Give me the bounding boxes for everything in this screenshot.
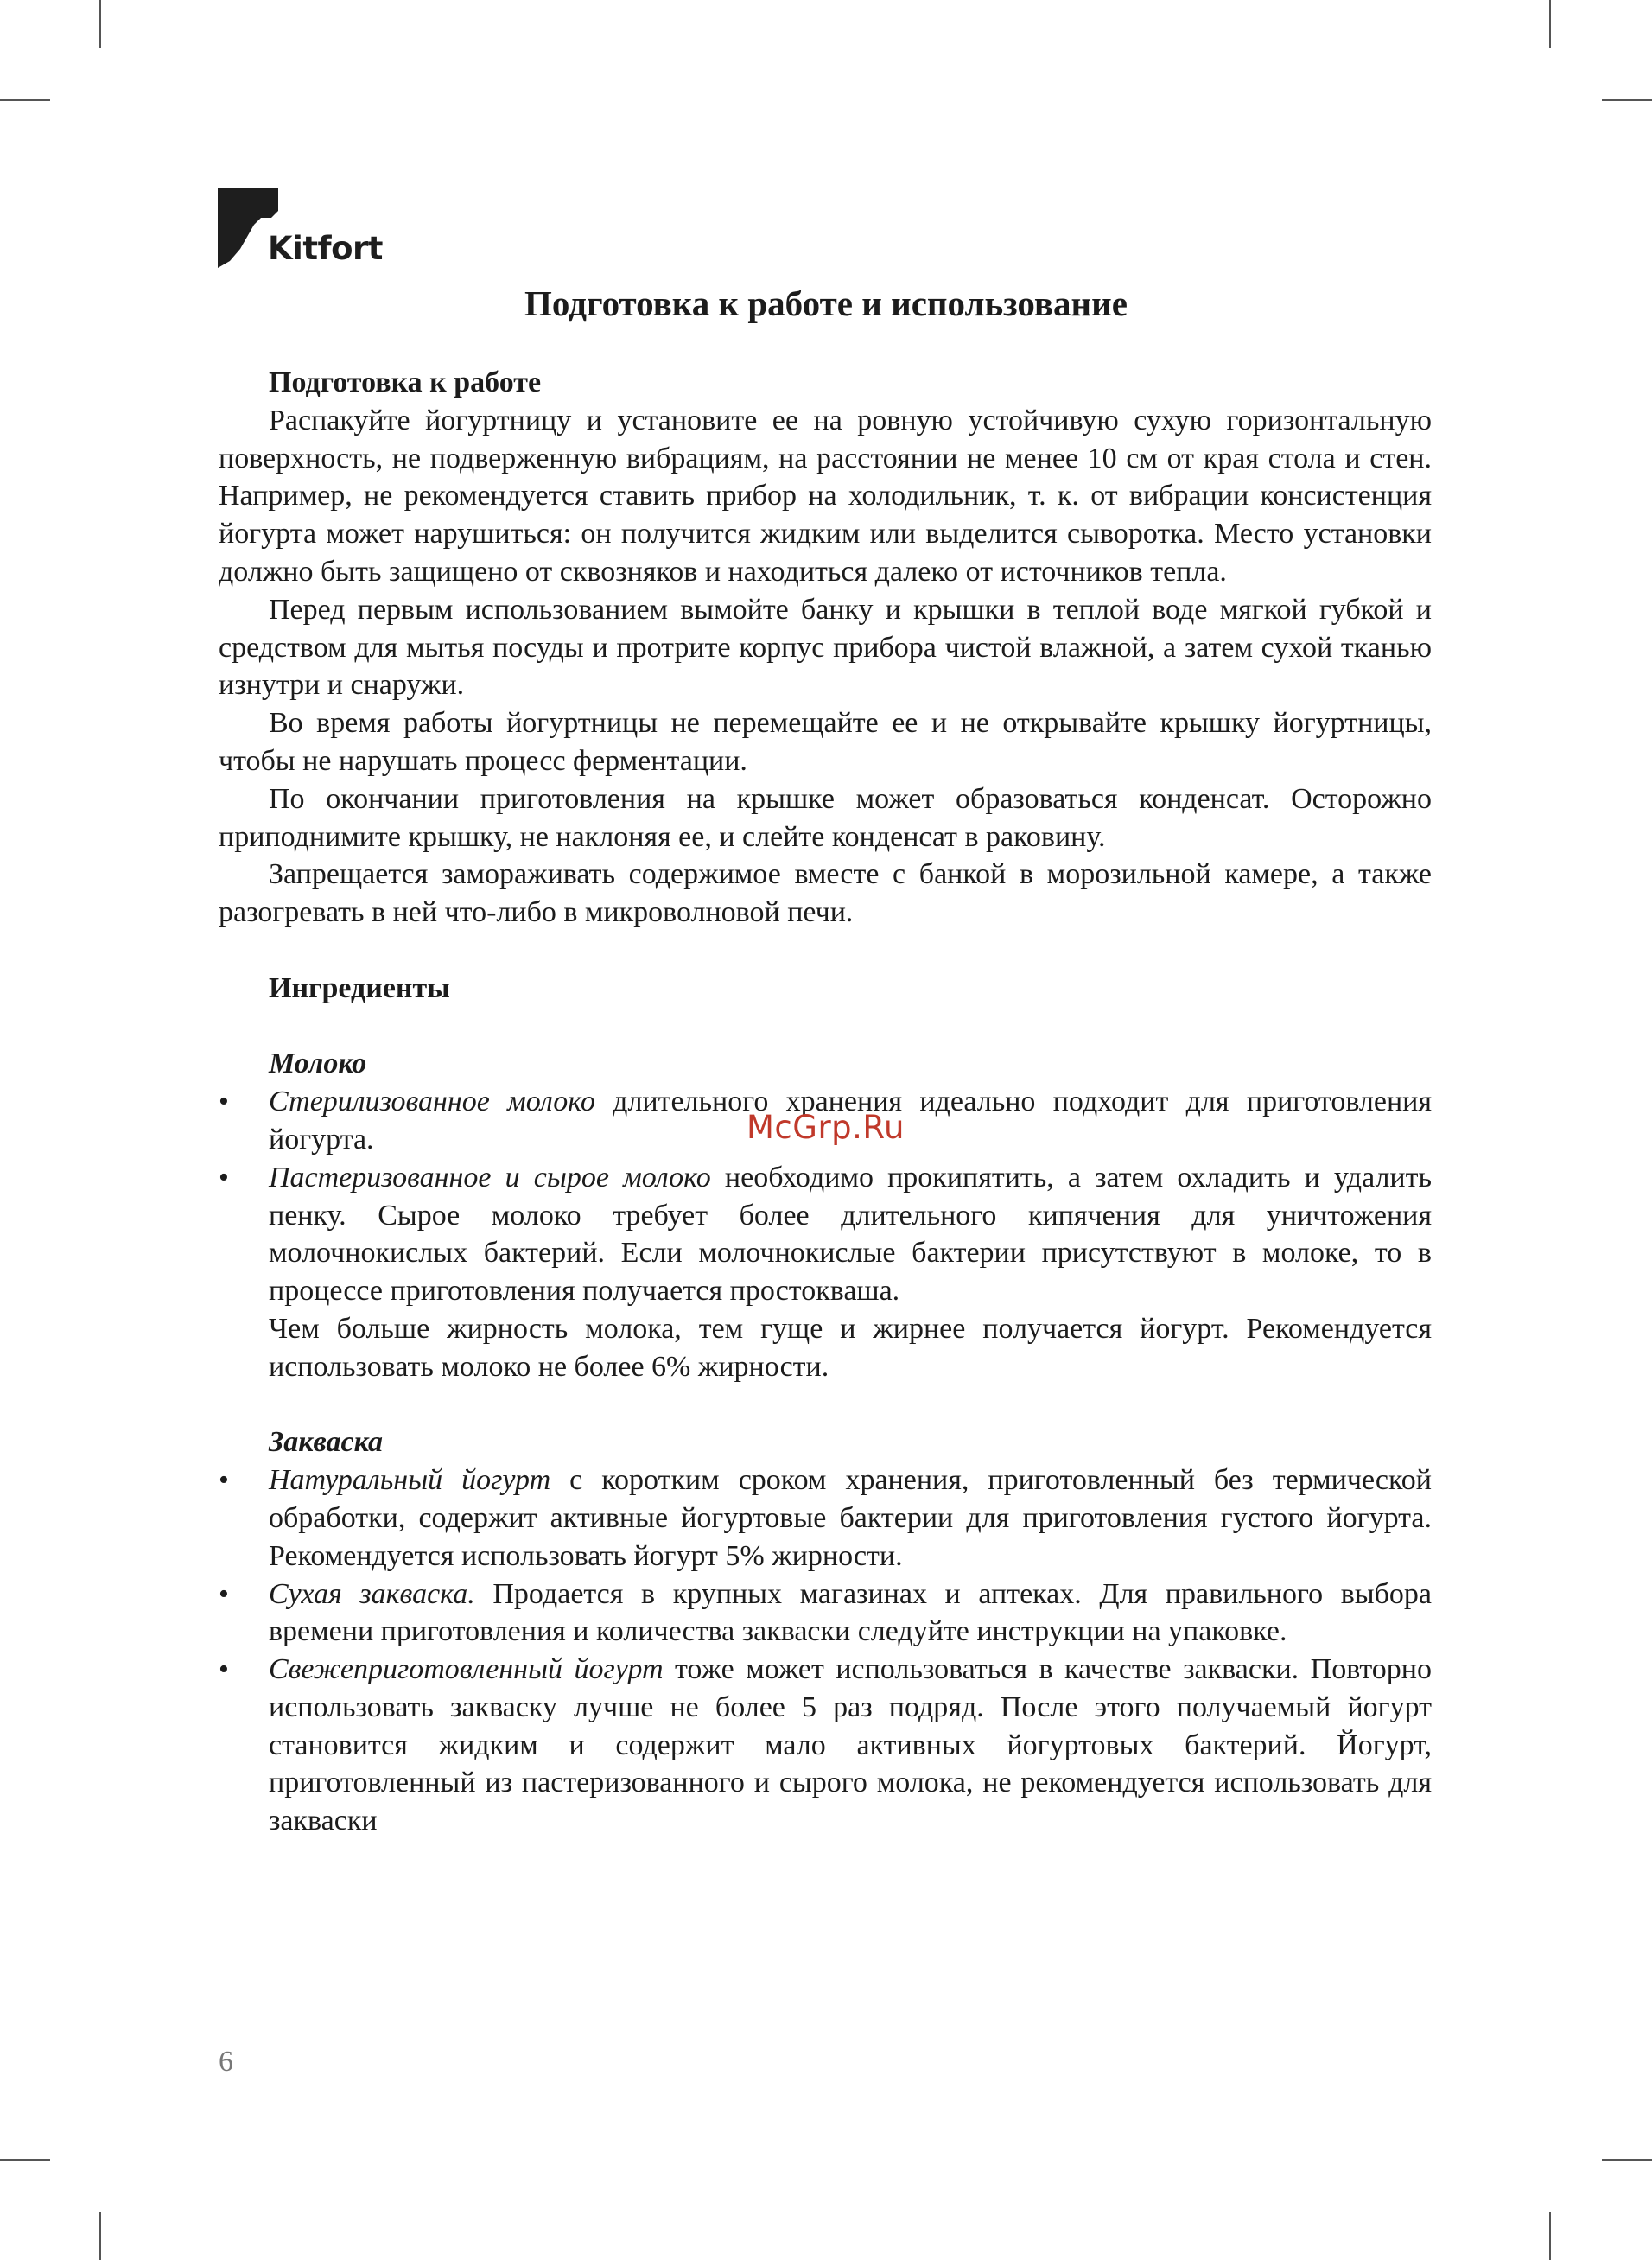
page-number: 6 <box>219 2046 233 2078</box>
list-item <box>219 1461 1432 1575</box>
item-text: Продается в крупных магазинах и аптеках. Для правильного выбора времени приготовления и количества закваски следуйте инструкции на упаковке. <box>269 1577 1432 1648</box>
watermark: McGrp.Ru <box>747 1109 905 1146</box>
crop-mark <box>1549 2212 1551 2260</box>
item-lead: Свежеприготовленный йогурт <box>269 1653 664 1686</box>
brand-name: Kitfort <box>268 230 383 267</box>
section-heading: Ингредиенты <box>269 971 450 1004</box>
list-item <box>219 1159 1432 1310</box>
item-text: тоже может использоваться в качестве закваски. Повторно использовать закваску лучше не более 5 раз подряд. После этого получаемый йогурт становится жидким и содержит мало активных йогуртовых бактерий. Йогурт, приготовленный из пастеризованного и сырого молока, не рекомендуется использовать для закваски <box>269 1653 1433 1837</box>
list-item <box>219 1576 1432 1652</box>
crop-mark <box>1602 99 1652 101</box>
crop-mark <box>0 2159 50 2161</box>
subsection-heading: Молоко <box>269 1047 367 1080</box>
crop-mark <box>99 2212 101 2260</box>
page-title: Подготовка к работе и использование <box>524 283 1128 323</box>
starter-list <box>219 1461 1432 1840</box>
paragraph: По окончании приготовления на крышке может образоваться конденсат. Осторожно приподнимите крышку, не наклоняя ее, и слейте конденсат в раковину. <box>219 782 1432 853</box>
item-text: с коротким сроком хранения, приготовленный без термической обработки, содержит активные йогуртовые бактерии для приготовления густого йогурта. Рекомендуется использовать йогурт 5% жирности. <box>269 1464 1432 1572</box>
item-lead: Пастеризованное и сырое молоко <box>269 1161 711 1194</box>
paragraph: Во время работы йогуртницы не перемещайте ее и не открывайте крышку йогуртницы, чтобы не нарушать процесс ферментации. <box>219 707 1432 777</box>
crop-mark <box>1602 2159 1652 2161</box>
section-heading: Подготовка к работе <box>269 366 542 398</box>
crop-mark <box>99 0 101 48</box>
crop-mark <box>0 99 50 101</box>
milk-note: Чем больше жирность молока, тем гуще и жирнее получается йогурт. Рекомендуется использовать молоко не более 6% жирности. <box>269 1312 1432 1383</box>
item-lead: Стерилизованное молоко <box>269 1085 595 1118</box>
item-text: длительного хранения идеально подходит для приготовления йогурта. <box>269 1085 1433 1155</box>
item-lead: Сухая закваска. <box>269 1577 475 1610</box>
item-lead: Натуральный йогурт <box>269 1464 551 1497</box>
subsection-heading: Закваска <box>269 1426 383 1459</box>
document-body <box>219 364 1432 1840</box>
list-item <box>219 1651 1432 1840</box>
paragraph: Перед первым использованием вымойте банку и крышки в теплой воде мягкой губкой и средством для мытья посуды и протрите корпус прибора чистой влажной, а затем сухой тканью изнутри и снаружи. <box>219 593 1432 702</box>
item-text: необходимо прокипятить, а затем охладить и удалить пенку. Сырое молоко требует более длительного кипячения для уничтожения молочнокислых бактерий. Если молочнокислые бактерии присутствуют в молоке, то в процессе приготовления получается простокваша. <box>269 1161 1432 1308</box>
paragraph: Распакуйте йогуртницу и установите ее на ровную устойчивую сухую горизонтальную поверхность, не подверженную вибрациям, на расстоянии не менее 10 см от края стола и стен. Например, не рекомендуется ставить прибор на холодильник, т. к. от вибрации консистенция йогурта может нарушиться: он получится жидким или выделится сыворотка. Место установки должно быть защищено от сквозняков и находиться далеко от источников тепла. <box>219 404 1432 588</box>
crop-mark <box>1549 0 1551 48</box>
paragraph: Запрещается замораживать содержимое вместе с банкой в морозильной камере, а также разогревать в ней что-либо в микроволновой печи. <box>219 858 1432 929</box>
